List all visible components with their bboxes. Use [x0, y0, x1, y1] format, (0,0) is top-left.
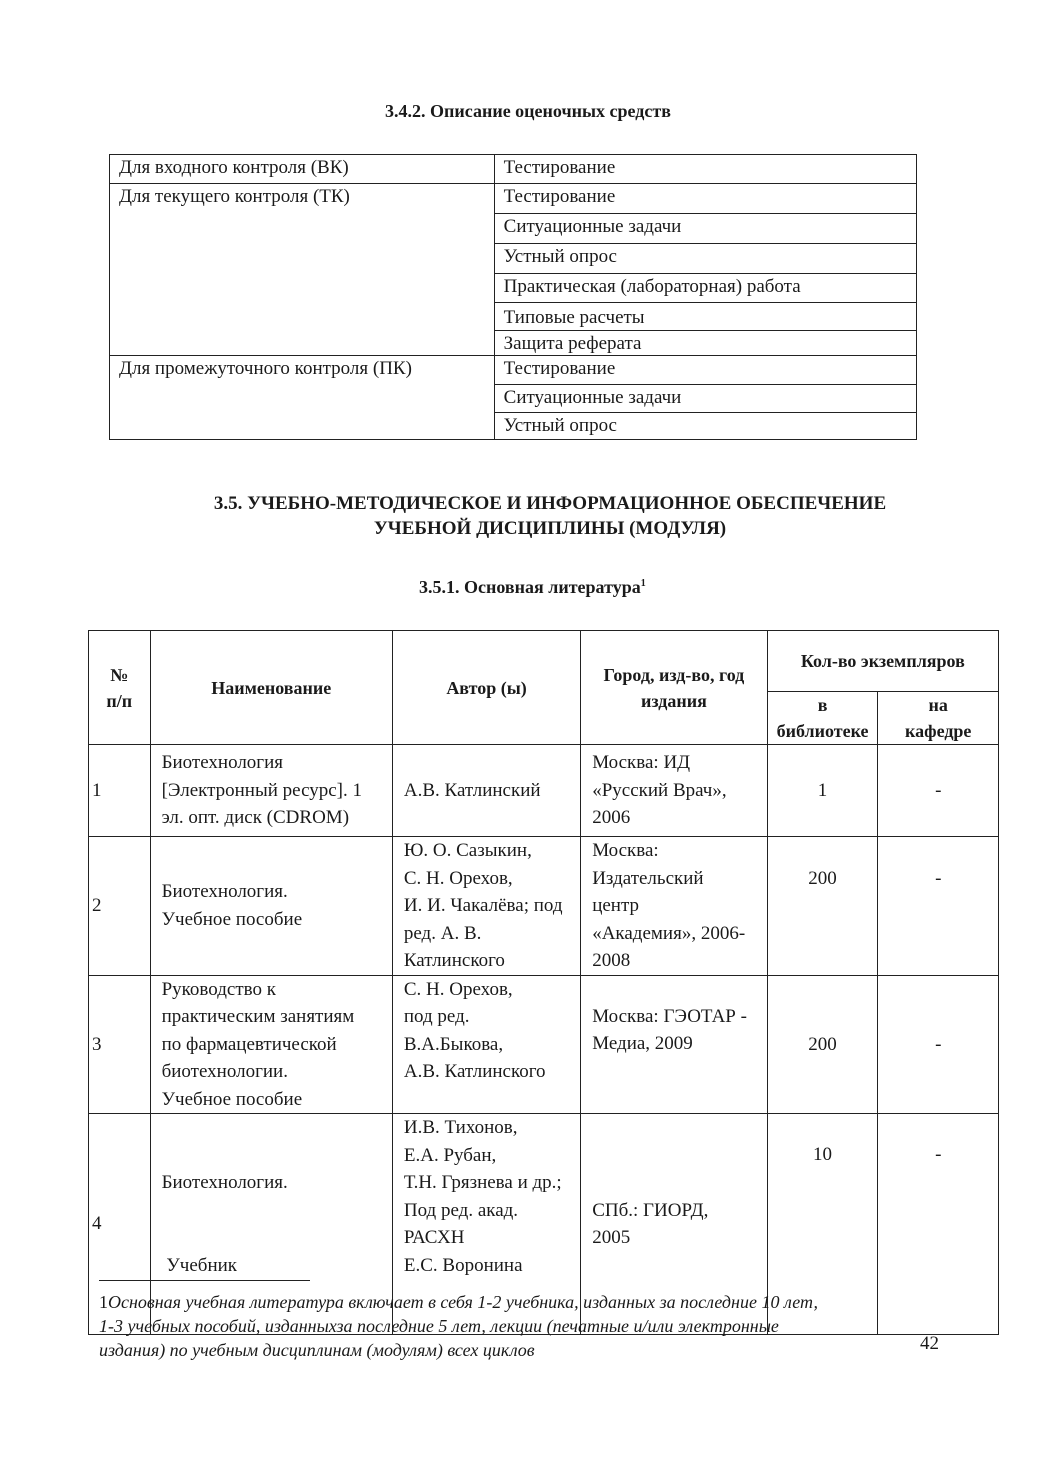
table-header-row [89, 631, 999, 692]
header-line: № [110, 664, 129, 685]
text-line: по фармацевтической [161, 1033, 337, 1055]
text-line: эл. опт. диск (CDROM) [161, 807, 350, 829]
section-heading-3-5-1 [419, 577, 646, 598]
footnote-line: издания) по учебным дисциплинам (модулям) всех циклов [99, 1340, 535, 1360]
department-copies: - [878, 745, 999, 837]
text-line: Биотехнология. [161, 1172, 288, 1193]
control-type-cell: Для входного контроля (ВК) [110, 155, 495, 184]
text-line: Медиа, 2009 [592, 1033, 693, 1054]
text-line: «Академия», 2006- [592, 922, 746, 944]
department-copies: - [878, 837, 999, 976]
text-line: РАСХН [403, 1227, 465, 1248]
text-line: Под ред. акад. [403, 1199, 519, 1221]
control-type-cell: Для текущего контроля (ТК) [110, 184, 495, 356]
text-line: Учебник [161, 1254, 238, 1276]
text-line: «Русский Врач», [592, 779, 727, 801]
footnote-mark: 1 [99, 1292, 108, 1312]
assessment-table [109, 154, 917, 440]
header-line: библиотеке [776, 721, 869, 741]
text-line: 2005 [592, 1227, 631, 1248]
means-cell: Тестирование [494, 356, 916, 385]
text-line: 2006 [592, 807, 631, 829]
page-number: 42 [920, 1333, 939, 1354]
text-line: практическим занятиям [161, 1006, 355, 1027]
text-line: В.А.Быкова, [403, 1033, 504, 1055]
text-line: Биотехнология. [161, 881, 288, 903]
table-row [89, 975, 999, 1114]
text-line: Ю. О. Сазыкин, [403, 840, 532, 861]
means-cell: Практическая (лабораторная) работа [494, 274, 916, 303]
footnote-text: Основная учебная литература включает в себя 1-2 учебника, изданных за последние 10 лет, [108, 1292, 818, 1312]
text-line: Е.С. Воронина [403, 1254, 523, 1276]
book-title [150, 975, 392, 1114]
text-line: Руководство к [161, 978, 276, 1000]
header-number [89, 631, 151, 745]
means-cell: Ситуационные задачи [494, 214, 916, 244]
book-author [392, 975, 580, 1114]
row-number: 4 [89, 1114, 151, 1335]
header-publisher [581, 631, 767, 745]
footnote [99, 1290, 959, 1362]
means-cell: Тестирование [494, 184, 916, 214]
footnote-reference: 1 [640, 578, 646, 589]
text-line: И.В. Тихонов, [403, 1117, 518, 1138]
section-heading-3-5 [150, 491, 950, 541]
header-line: п/п [106, 690, 133, 711]
footnote-separator [99, 1280, 310, 1281]
library-copies: 200 [767, 837, 878, 976]
footnote-line [99, 1290, 959, 1314]
library-copies: 200 [767, 975, 878, 1114]
book-publisher [581, 837, 767, 976]
text-line: С. Н. Орехов, [403, 978, 513, 1000]
book-publisher [581, 745, 767, 837]
text-line: Е.А. Рубан, [403, 1144, 497, 1166]
header-library [767, 692, 878, 745]
text-line: [Электронный ресурс]. 1 [161, 779, 363, 801]
header-name: Наименование [150, 631, 392, 745]
row-number: 3 [89, 975, 151, 1114]
text-line: Москва: [592, 840, 659, 861]
text-line: биотехнологии. [161, 1061, 288, 1082]
library-copies: 1 [767, 745, 878, 837]
header-copies: Кол-во экземпляров [767, 631, 998, 692]
text-line: 2008 [592, 950, 631, 971]
header-line: на [928, 695, 948, 715]
text-line: Учебное пособие [161, 1088, 303, 1110]
department-copies: - [878, 975, 999, 1114]
means-cell: Тестирование [494, 155, 916, 184]
row-number: 1 [89, 745, 151, 837]
book-author [392, 745, 580, 837]
control-type-cell: Для промежуточного контроля (ПК) [110, 356, 495, 440]
text-line: под ред. [403, 1006, 470, 1027]
section-title: 3.5.1. Основная литература [419, 577, 641, 597]
table-row [89, 745, 999, 837]
book-author [392, 837, 580, 976]
text-line: Издательский [592, 867, 704, 889]
text-line: центр [592, 895, 640, 916]
text-line: И. И. Чакалёва; под [403, 895, 563, 916]
table-row [89, 837, 999, 976]
text-line: ред. А. В. [403, 922, 482, 944]
text-line: А.В. Катлинский [403, 779, 541, 801]
text-line: А.В. Катлинского [403, 1061, 546, 1082]
section-heading-line: УЧЕБНОЙ ДИСЦИПЛИНЫ (МОДУЛЯ) [373, 518, 727, 539]
text-line: Учебное пособие [161, 908, 303, 930]
header-line: кафедре [905, 721, 972, 741]
text-line: Москва: ГЭОТАР - [592, 1005, 747, 1027]
section-heading-line: 3.5. УЧЕБНО-МЕТОДИЧЕСКОЕ И ИНФОРМАЦИОННОЕ ОБЕСПЕЧЕНИЕ [213, 493, 887, 514]
means-cell: Типовые расчеты [494, 303, 916, 331]
header-line: Город, изд-во, год [603, 664, 745, 685]
means-cell: Защита реферата [494, 331, 916, 356]
means-cell: Устный опрос [494, 413, 916, 440]
text-line: Катлинского [403, 950, 505, 971]
header-line: издания [640, 690, 707, 711]
text-line: Т.Н. Грязнева и др.; [403, 1172, 562, 1193]
header-author: Автор (ы) [392, 631, 580, 745]
library-copies: 10 [767, 1114, 878, 1335]
text-line: С. Н. Орехов, [403, 867, 513, 889]
department-copies: - [878, 1114, 999, 1335]
header-department [878, 692, 999, 745]
means-cell: Устный опрос [494, 244, 916, 274]
text-line: Биотехнология [161, 752, 284, 774]
table-row [110, 184, 917, 214]
literature-table [88, 630, 999, 1335]
footnote-line: 1-3 учебных пособий, изданныхза последние 5 лет, лекции (печатные и/или электронные [99, 1316, 779, 1336]
means-cell: Ситуационные задачи [494, 385, 916, 413]
book-title [150, 837, 392, 976]
book-publisher [581, 975, 767, 1114]
row-number: 2 [89, 837, 151, 976]
header-line: в [817, 695, 828, 715]
section-heading-3-4-2: 3.4.2. Описание оценочных средств [385, 101, 671, 121]
table-row [110, 155, 917, 184]
text-line: Москва: ИД [592, 752, 691, 774]
text-line: СПб.: ГИОРД, [592, 1199, 709, 1221]
table-row [110, 356, 917, 385]
book-title [150, 745, 392, 837]
